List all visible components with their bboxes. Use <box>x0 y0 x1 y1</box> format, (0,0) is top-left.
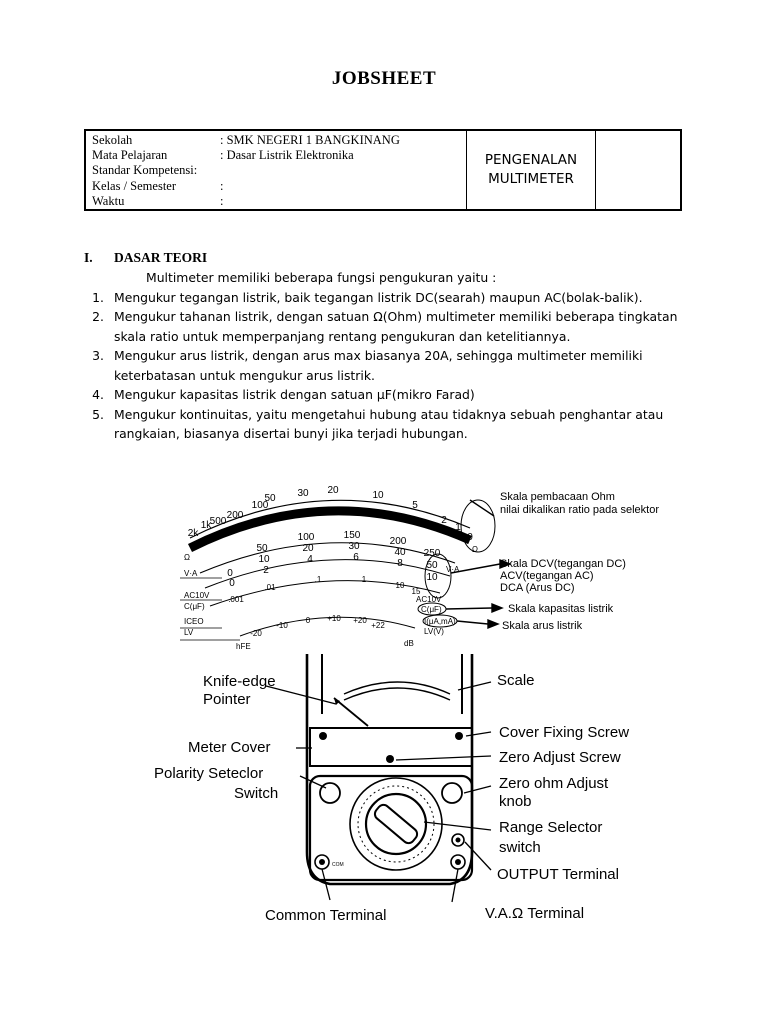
label-scale: Scale <box>497 672 535 689</box>
scale-side-label: AC10V <box>416 595 442 604</box>
info-row-mata-pelajaran <box>92 148 466 163</box>
info-value: : SMK NEGERI 1 BANGKINANG <box>220 133 400 147</box>
scale-side-label: ICEO <box>184 617 204 626</box>
list-item <box>84 307 704 346</box>
scale-number: 20 <box>302 543 314 554</box>
label-zero-adjust-screw: Zero Adjust Screw <box>499 749 621 766</box>
list-item-number: 4. <box>92 387 104 402</box>
cover-fixing-screw <box>319 732 327 740</box>
info-value: : <box>220 193 224 208</box>
scale-number: 100 <box>251 500 269 511</box>
scale-figure <box>0 478 768 653</box>
label-va-terminal: V.A.Ω Terminal <box>485 905 585 922</box>
range-selector-handle <box>372 802 419 845</box>
list-item-number: 5. <box>92 406 104 422</box>
section-title: DASAR TEORI <box>114 250 208 265</box>
cap-number: .1 <box>314 575 322 584</box>
empty-cell <box>596 131 680 209</box>
list-item <box>84 288 704 308</box>
scale-number: 30 <box>297 488 309 499</box>
scale-number: 0 <box>467 532 473 543</box>
callout-ohm-line: nilai dikalikan ratio pada selektor <box>500 504 659 516</box>
scale-number: 500 <box>209 516 227 527</box>
db-number: -10 <box>276 621 288 630</box>
label-meter-cover: Meter Cover <box>188 739 271 756</box>
scale-number: 200 <box>389 536 407 547</box>
zero-adjust-screw <box>386 755 394 763</box>
label-knife-edge-line: Pointer <box>203 691 251 708</box>
meter-figure <box>0 652 768 1024</box>
info-row-kelas-semester <box>92 179 466 194</box>
knife-edge-pointer <box>334 698 368 726</box>
label-zero-ohm-adjust <box>499 775 612 810</box>
label-polarity-line: Polarity Seteclor <box>154 765 264 782</box>
scale-number: 250 <box>423 548 441 559</box>
info-label: Waktu <box>92 193 125 208</box>
cap-number: 10 <box>395 581 405 590</box>
db-number: -20 <box>250 629 262 638</box>
scale-number: 10 <box>426 572 438 583</box>
label-output-terminal: OUTPUT Terminal <box>497 866 619 883</box>
scale-number: 5 <box>412 500 418 511</box>
callout-dc-3: DCA (Arus DC) <box>500 582 575 594</box>
label-cover-fixing-screw: Cover Fixing Screw <box>499 724 630 741</box>
list-item-text: Mengukur kapasitas listrik dengan satuan μF(mikro Farad) <box>114 387 475 402</box>
scale-number: 8 <box>397 558 403 569</box>
list-item <box>84 385 704 405</box>
scale-number: 2 <box>441 515 447 526</box>
db-number: +22 <box>371 621 385 630</box>
label-zero-ohm-line: Zero ohm Adjust <box>499 775 609 792</box>
cap-scale-arc <box>210 581 440 606</box>
scale-side-label: hFE <box>236 642 251 651</box>
arrow-icon <box>492 604 502 612</box>
label-range-selector-line: switch <box>499 839 541 856</box>
topic-cell <box>467 131 596 209</box>
scale-side-label: Ω <box>184 553 190 562</box>
scale-side-label: C(μF) <box>421 605 442 614</box>
cap-number: .01 <box>264 583 276 592</box>
scale-number: 0 <box>227 568 233 579</box>
scale-number: 20 <box>327 485 339 496</box>
terminal-com-label: COM <box>332 862 344 868</box>
section-intro: Multimeter memiliki beberapa fungsi pengukuran yaitu : <box>146 270 497 285</box>
label-range-selector-line: Range Selector <box>499 819 603 836</box>
dc-scale-arc-2 <box>205 560 450 588</box>
info-table <box>84 129 682 211</box>
info-row-sekolah <box>92 133 466 148</box>
label-knife-edge <box>203 673 280 708</box>
scale-number: 50 <box>256 543 268 554</box>
topic-line-1: PENGENALAN <box>484 152 578 168</box>
list-item <box>84 405 704 444</box>
info-label: Kelas / Semester <box>92 178 177 193</box>
scale-number: 1k <box>200 520 212 531</box>
callout-arus: Skala arus listrik <box>502 620 583 632</box>
range-selector-knob <box>366 794 426 854</box>
cap-number: 15 <box>411 587 421 596</box>
info-label: Mata Pelajaran <box>92 148 168 163</box>
scale-side-label: AC10V <box>184 591 210 600</box>
scale-number: 6 <box>353 552 359 563</box>
topic-line-2: MULTIMETER <box>488 171 574 187</box>
scale-number: 40 <box>394 547 406 558</box>
callout-dc-1: Skala DCV(tegangan DC) <box>500 558 626 570</box>
range-selector-dial <box>350 778 442 870</box>
list-item-text: Mengukur tahanan listrik, dengan satuan Ω(Ohm) multimeter memiliki beberapa tingkatan skala ratio untuk memperpanjang rentang pengukuran dan ketelitiannya. <box>114 309 678 344</box>
scale-side-label: LV(V) <box>424 627 444 636</box>
scale-side-label: C(μF) <box>184 602 205 611</box>
info-table-fields <box>86 131 467 209</box>
list-item-text: Mengukur kontinuitas, yaitu mengetahui hubung atau tidaknya sebuah penghantar atau rangkaian, biasanya disertai bunyi jika terjadi hubungan. <box>114 406 664 441</box>
dc-scale-arc <box>200 543 455 573</box>
list-item-text: Mengukur tegangan listrik, baik tegangan listrik DC(searah) maupun AC(bolak-balik). <box>114 289 643 305</box>
list-item-number: 2. <box>92 309 104 324</box>
info-row-standar-kompetensi <box>92 163 466 178</box>
zero-ohm-adjust-knob <box>442 783 462 803</box>
info-label: Standar Kompetensi <box>92 163 194 178</box>
scale-number: 100 <box>297 532 315 543</box>
section-heading <box>84 249 704 266</box>
scale-number: 10 <box>258 554 270 565</box>
label-polarity-switch <box>154 765 278 802</box>
scale-number: 2k <box>187 528 199 539</box>
scale-side-label: V·A <box>446 565 460 574</box>
callout-ohm-line: Skala pembacaan Ohm <box>500 491 615 503</box>
scale-number: 4 <box>307 554 313 565</box>
label-zero-ohm-line: knob <box>499 793 532 810</box>
info-value: : Dasar Listrik Elektronika <box>220 148 354 163</box>
label-common-terminal: Common Terminal <box>265 907 387 924</box>
scale-side-label: V·A <box>184 569 198 578</box>
list-item-number: 1. <box>92 289 104 305</box>
scale-side-label: Ω <box>472 545 478 554</box>
scale-number: 1 <box>455 522 461 533</box>
cover-fixing-screw <box>455 732 463 740</box>
scale-number: 10 <box>372 490 384 501</box>
callout-cap: Skala kapasitas listrik <box>508 603 614 615</box>
list-item <box>84 346 704 385</box>
scale-number: 2 <box>263 565 269 576</box>
label-polarity-line: Switch <box>234 785 279 802</box>
function-list <box>84 288 704 444</box>
db-number: 0 <box>305 616 311 625</box>
scale-side-label: LV <box>184 628 194 637</box>
cap-number: .001 <box>228 595 244 604</box>
label-range-selector <box>499 819 607 856</box>
section-number: I. <box>84 250 93 265</box>
label-knife-edge-line: Knife-edge <box>203 673 276 690</box>
scale-number: 150 <box>343 530 361 541</box>
scale-number: 50 <box>426 560 438 571</box>
list-item-number: 3. <box>92 348 104 363</box>
scale-side-label: dB <box>404 639 414 648</box>
scale-side-label: I(μA,mA) <box>424 617 456 626</box>
db-number: +20 <box>353 616 367 625</box>
scale-number: 0 <box>229 578 235 589</box>
info-value: : <box>220 178 224 193</box>
callout-ohm <box>500 491 659 516</box>
info-label: Sekolah <box>92 133 133 147</box>
document-title: JOBSHEET <box>331 68 437 89</box>
section-dasar-teori <box>84 249 704 444</box>
arrow-icon <box>488 620 498 628</box>
db-number: +10 <box>327 614 341 623</box>
info-row-waktu <box>92 194 466 209</box>
list-item-text: Mengukur arus listrik, dengan arus max biasanya 20A, sehingga multimeter memiliki keterbatasan untuk mengukur arus listrik. <box>114 348 643 383</box>
scale-number: 50 <box>264 493 276 504</box>
scale-number: 200 <box>226 510 244 521</box>
cap-number: 1 <box>361 575 367 584</box>
scale-number: 30 <box>348 541 360 552</box>
info-value: : <box>193 163 198 178</box>
callout-dc-2: ACV(tegangan AC) <box>500 570 594 582</box>
